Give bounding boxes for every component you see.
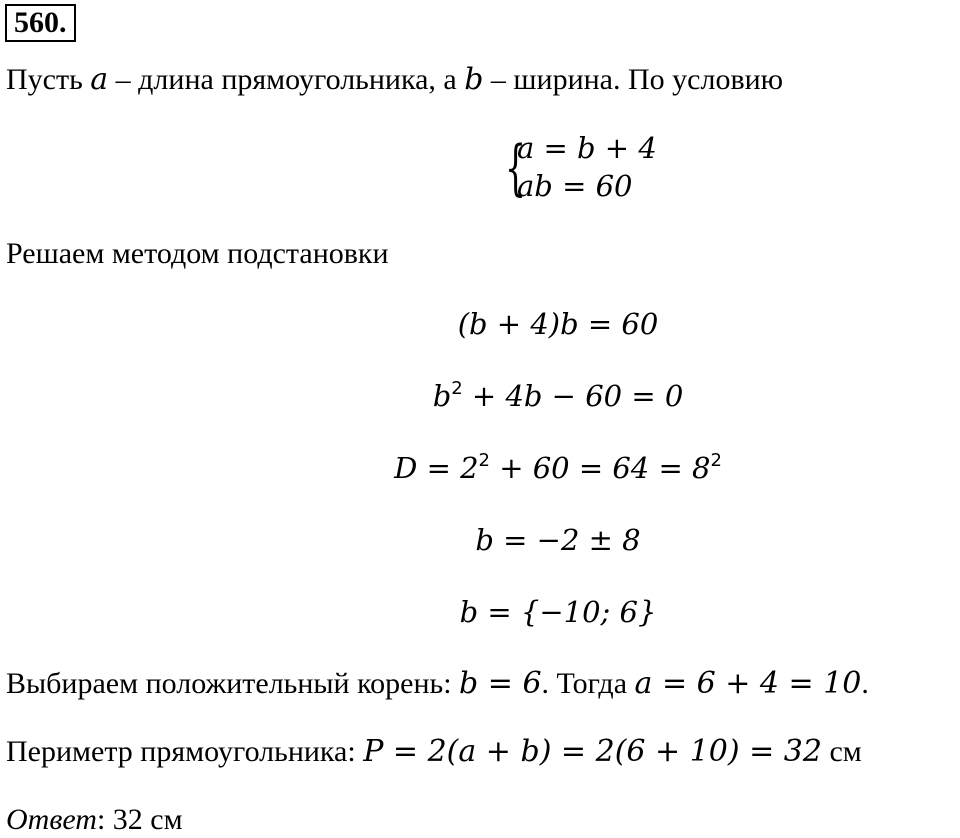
step-2-exp: 2 [451,378,463,399]
intro-var-b: b [464,62,484,97]
system-row-2 [517,168,633,204]
step-3-exp-2: 2 [710,450,722,471]
choice-line [6,666,869,702]
choice-math-1: b = 6 [459,666,542,701]
step-3-left: D = 2 [394,451,479,485]
step-3-mid: + 60 = 64 = 8 [489,451,711,485]
system-brace: { [505,133,527,203]
step-3-exp-1: 2 [478,450,490,471]
choice-text-2: . Тогда [541,667,635,700]
system-row-2-text: ab = 60 [517,169,633,203]
system-row-1 [517,130,657,166]
step-4-text: b = −2 ± 8 [475,523,641,557]
step-1 [0,306,960,342]
choice-math-2: a = 6 + 4 = 10 [634,666,862,701]
choice-text-1: Выбираем положительный корень: [6,667,460,700]
perimeter-text: Периметр прямоугольника: [6,735,364,768]
intro-line [6,62,783,98]
answer-label: Ответ [6,803,97,836]
choice-text-3: . [861,667,869,700]
answer-line [6,802,183,838]
perimeter-unit: см [821,735,862,768]
step-3 [0,450,960,486]
system-row-1-text: a = b + 4 [517,131,657,165]
step-5-text: b = {−10; 6} [459,595,657,629]
step-2-base: b [432,379,452,413]
perimeter-line [6,734,862,770]
step-2-rest: + 4b − 60 = 0 [462,379,684,413]
step-2 [0,378,960,414]
intro-text-2: – длина прямоугольника, а [108,63,465,96]
intro-text-3: – ширина. По условию [483,63,784,96]
step-4 [0,522,960,558]
answer-value: : 32 см [96,803,183,836]
intro-var-a: a [90,62,109,97]
problem-number: 560. [5,4,76,42]
intro-text-1: Пусть [6,63,91,96]
step-1-text: (b + 4)b = 60 [457,307,659,341]
step-5 [0,594,960,630]
method-line: Решаем методом подстановки [6,237,389,270]
perimeter-math: P = 2(a + b) = 2(6 + 10) = 32 [363,734,822,769]
